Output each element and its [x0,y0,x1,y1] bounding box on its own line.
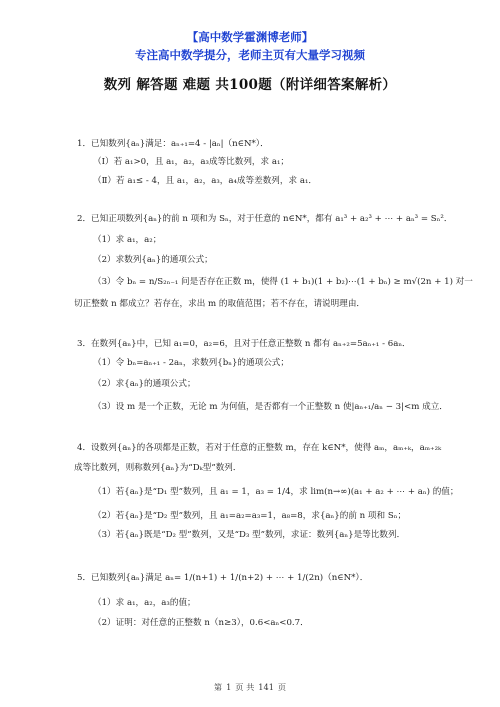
problem-3-part-3: （3）设 m 是一个正数，无论 m 为何值，是否都有一个正整数 n 使|aₙ₊₁/aₙ − 3|<m 成立． [93,402,448,412]
footer-label-of: 页 共 [235,682,255,692]
problem-5-stem: 5．已知数列{aₙ}满足 aₙ= 1/(n+1) + 1/(n+2) + ⋯ + 1/(2n)（n∈N*）． [77,573,369,583]
page-footer [0,682,500,693]
problem-4-part-2: （2）若{aₙ}是“D₂ 型”数列，且 a₁=a₂=a₃=1，a₈=8，求{aₙ}的前 n 项和 Sₙ； [93,511,407,521]
problem-2-part-2: （2）求数列{aₙ}的通项公式； [93,255,213,265]
problem-2-part-3-continued: 切正整数 n 都成立？若存在，求出 m 的取值范围；若不存在，请说明理由． [74,299,366,309]
banner-teacher-name: 【高中数学霍渊博老师】 [186,30,314,44]
problem-3-stem: 3．在数列{aₙ}中，已知 a₁=0，a₂=6，且对于任意正整数 n 都有 aₙ₊₂=5aₙ₊₁ - 6aₙ． [77,339,411,349]
problem-5-part-2: （2）证明：对任意的正整数 n（n≥3），0.6<aₙ<0.7． [93,618,309,628]
problem-1-part-1: （Ⅰ）若 a₁>0，且 a₁，a₂，a₃成等比数列，求 a₁； [93,157,290,167]
problem-3-part-2: （2）求{aₙ}的通项公式； [93,379,196,389]
problem-2-stem: 2．已知正项数列{aₙ}的前 n 项和为 Sₙ，对于任意的 n∈N*，都有 a₁³ + a₂³ + ⋯ + aₙ³ = Sₙ²． [77,214,453,224]
problem-4-part-3: （3）若{aₙ}既是“D₂ 型”数列，又是“D₃ 型”数列，求证：数列{aₙ}是等比数列． [93,530,406,540]
problem-4-part-1: （1）若{aₙ}是“D₁ 型”数列，且 a₁ = 1，a₃ = 1/4，求 lim(n→∞)(a₁ + a₂ + ⋯ + aₙ) 的值； [93,487,459,497]
problem-1-stem: 1．已知数列{aₙ}满足：aₙ₊₁=4 - |aₙ|（n∈N*）． [77,139,269,149]
problem-4-stem: 4．设数列{aₙ}的各项都是正数，若对于任意的正整数 m，存在 k∈N*，使得 aₘ，aₘ₊ₖ，aₘ₊₂ₖ [77,443,442,453]
footer-total-pages: 141 [258,682,274,692]
problem-1-part-2: （Ⅱ）若 a₁≤ - 4，且 a₁，a₂，a₃，a₄成等差数列，求 a₁． [93,176,317,186]
problem-4-stem-continued: 成等比数列，则称数列{aₙ}为“Dₖ型”数列． [74,463,242,473]
footer-label-end: 页 [277,682,287,692]
problem-2-part-1: （1）求 a₁，a₂； [93,235,162,245]
problem-2-part-3: （3）令 bₙ = n/S₂ₙ₋₁ 问是否存在正数 m，使得 (1 + b₁)(1 + b₂)⋯(1 + bₙ) ≥ m√(2n + 1) 对一 [93,277,473,287]
problem-3-part-1: （1）令 bₙ=aₙ₊₁ - 2aₙ，求数列{bₙ}的通项公式； [93,358,289,368]
footer-page-number: 1 [226,682,232,692]
footer-label-page: 第 [213,682,223,692]
banner-tagline: 专注高中数学提分，老师主页有大量学习视频 [135,48,365,62]
page-title: 数列 解答题 难题 共100题（附详细答案解析） [103,77,397,93]
problem-5-part-1: （1）求 a₁，a₂，a₃的值； [93,598,196,608]
